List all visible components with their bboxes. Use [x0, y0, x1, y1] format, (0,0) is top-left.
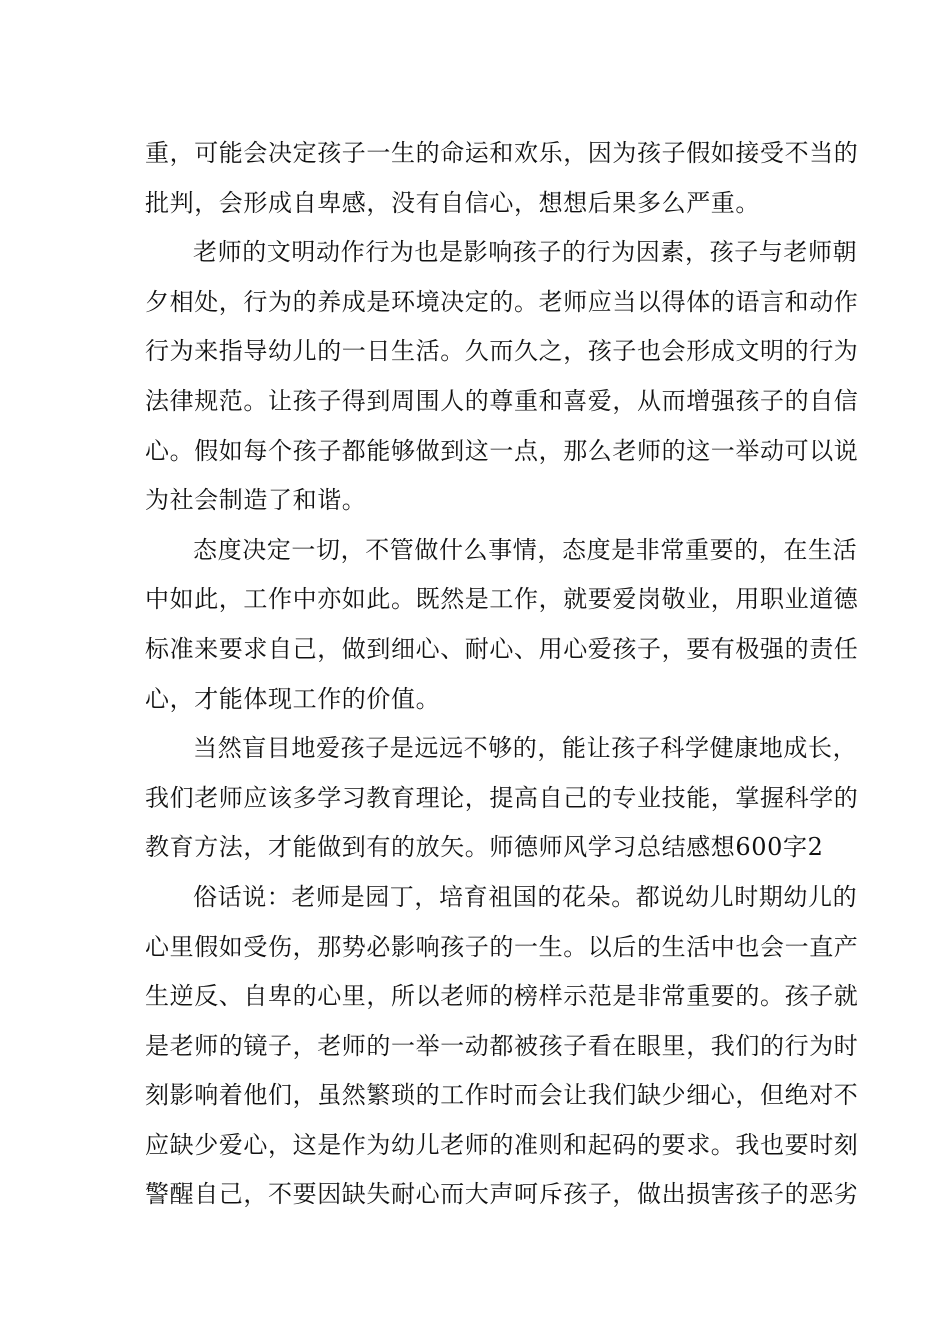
text-line: 为社会制造了和谐。 [145, 486, 367, 515]
text-line: 标准来要求自己，做到细心、耐心、用心爱孩子，要有极强的责任 [145, 634, 859, 663]
text-line: 法律规范。让孩子得到周围人的尊重和喜爱，从而增强孩子的自信 [145, 386, 859, 415]
text-line: 中如此，工作中亦如此。既然是工作，就要爱岗敬业，用职业道德 [145, 585, 859, 614]
text-line: 生逆反、自卑的心里，所以老师的榜样示范是非常重要的。孩子就 [145, 982, 859, 1011]
paragraph-start-line: 态度决定一切，不管做什么事情，态度是非常重要的，在生活 [193, 535, 858, 564]
text-line: 教育方法，才能做到有的放矢。师德师风学习总结感想600字2 [145, 833, 824, 862]
text-line: 重，可能会决定孩子一生的命运和欢乐，因为孩子假如接受不当的 [145, 139, 859, 167]
paragraph-start-line: 俗话说：老师是园丁，培育祖国的花朵。都说幼儿时期幼儿的 [193, 882, 858, 911]
text-line: 是老师的镜子，老师的一举一动都被孩子看在眼里，我们的行为时 [145, 1031, 859, 1060]
document-body [145, 129, 859, 1220]
paragraph-start-line: 当然盲目地爱孩子是远远不够的，能让孩子科学健康地成长， [193, 734, 858, 763]
text-line: 我们老师应该多学习教育理论，提高自己的专业技能，掌握科学的 [145, 783, 859, 812]
text-line: 夕相处，行为的养成是环境决定的。老师应当以得体的语言和动作 [145, 287, 859, 316]
text-line: 心里假如受伤，那势必影响孩子的一生。以后的生活中也会一直产 [145, 932, 859, 961]
text-line: 心。假如每个孩子都能够做到这一点，那么老师的这一举动可以说 [145, 436, 859, 465]
text-line: 警醒自己，不要因缺失耐心而大声呵斥孩子，做出损害孩子的恶劣 [145, 1180, 859, 1209]
text-line: 应缺少爱心，这是作为幼儿老师的准则和起码的要求。我也要时刻 [145, 1130, 859, 1159]
paragraph-start-line: 老师的文明动作行为也是影响孩子的行为因素，孩子与老师朝 [193, 238, 858, 267]
text-line: 心，才能体现工作的价值。 [145, 684, 441, 713]
text-line: 行为来指导幼儿的一日生活。久而久之，孩子也会形成文明的行为 [145, 337, 859, 366]
text-line: 刻影响着他们，虽然繁琐的工作时而会让我们缺少细心，但绝对不 [145, 1081, 859, 1110]
text-line: 批判，会形成自卑感，没有自信心，想想后果多么严重。 [145, 188, 760, 217]
